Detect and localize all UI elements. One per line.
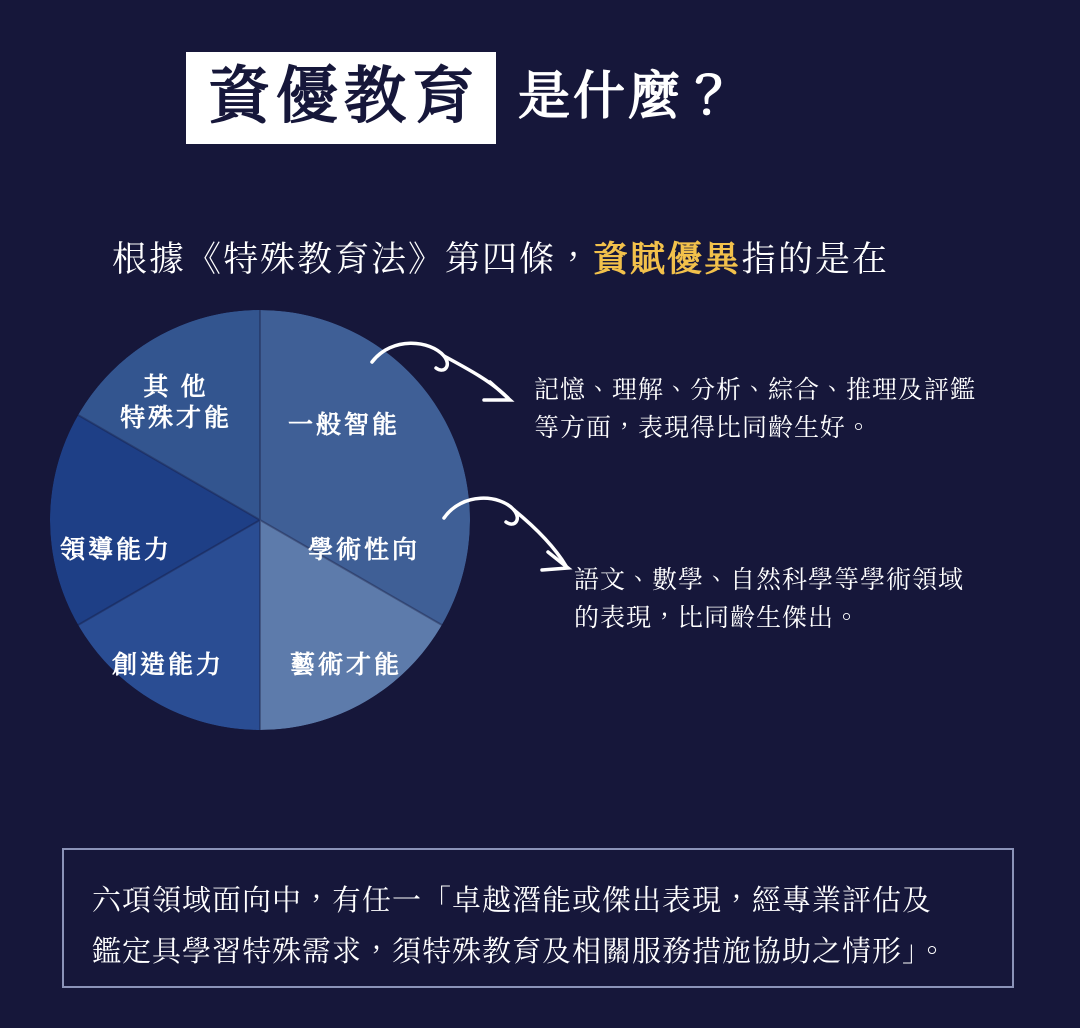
bottom-note-line2: 鑑定具學習特殊需求，須特殊教育及相關服務措施協助之情形」。 <box>92 935 948 968</box>
pie-label-artistic-talent: 藝術才能 <box>290 652 403 679</box>
pie-label-academic-aptitude: 學術性向 <box>308 537 421 564</box>
lead-highlight: 資賦優異 <box>593 240 742 279</box>
title-highlight-box: 資優教育 <box>186 52 496 144</box>
pie-label-other-talents-line1: 其 他 <box>143 374 209 401</box>
arrow-head-2 <box>542 552 568 570</box>
page-title <box>186 52 738 144</box>
callout-general-intelligence <box>534 372 976 447</box>
arrow-shaft-2 <box>514 510 566 566</box>
bottom-note-line1: 六項領域面向中，有任一「卓越潛能或傑出表現，經專業評估及 <box>92 885 933 917</box>
pie-label-general-intelligence: 一般智能 <box>288 412 401 439</box>
callout-2-line1: 語文、數學、自然科學等學術領域 <box>574 567 965 594</box>
pie-label-creativity: 創造能力 <box>112 652 225 679</box>
callout-1-line1: 記憶、理解、分析、綜合、推理及評鑑 <box>534 377 977 404</box>
callout-academic-aptitude <box>574 562 964 637</box>
pie-label-other-talents-line2: 特殊才能 <box>120 405 233 433</box>
lead-before: 根據《特殊教育法》第四條， <box>112 240 594 279</box>
callout-1-line2: 等方面，表現得比同齡生好。 <box>534 414 873 442</box>
title-rest: 是什麼？ <box>518 69 739 126</box>
pie-chart <box>50 310 470 730</box>
arrow-head-1 <box>484 382 510 400</box>
pie-label-leadership: 領導能力 <box>60 537 173 564</box>
lead-sentence <box>112 232 889 282</box>
lead-after: 指的是在 <box>741 240 890 279</box>
bottom-note-text <box>92 876 948 978</box>
callout-2-line2: 的表現，比同齡生傑出。 <box>574 604 861 632</box>
pie-label-other-talents <box>120 372 232 435</box>
